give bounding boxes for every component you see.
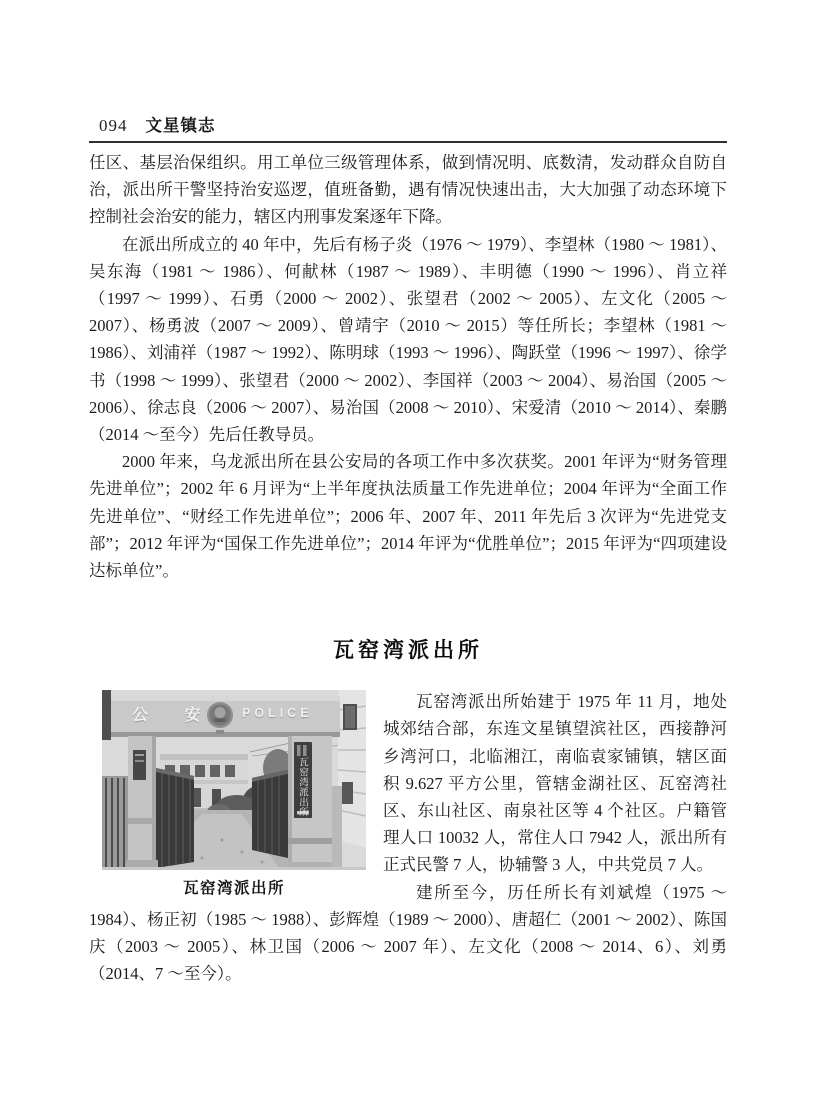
paragraph-awards: 2000 年来，乌龙派出所在县公安局的各项工作中多次获奖。2001 年评为“财务管理先进单位”；2002 年 6 月评为“上半年度执法质量工作先进单位；2004 年评为“全面工作先进单位”、“财经工作先进单位”；2006 年、2007 年、2011 年先后 3 次评为“先进党支部”；2012 年评为“国保工作先进单位”；2014 年评为“优胜单位”；2015 年评为“四项建设达标单位”。 bbox=[89, 452, 727, 581]
foreground bbox=[102, 867, 366, 870]
left-fence bbox=[102, 776, 128, 870]
body-text bbox=[89, 143, 727, 987]
page-number: 094 bbox=[99, 116, 128, 135]
page-content bbox=[89, 0, 727, 987]
paragraph-station-chiefs-history: 建所至今，历任所长有刘斌煌（1975 ～ 1984）、杨正初（1985 ～ 1988）、彭辉煌（1989 ～ 2000）、唐超仁（2001 ～ 2002）、陈国庆（2003 ～ 2005）、林卫国（2006 ～ 2007 年）、左文化（2008 ～ 2014、6）、刘勇（2014、7 ～至今）。 bbox=[89, 882, 727, 984]
photo-caption: 瓦窑湾派出所 bbox=[182, 880, 285, 898]
station-photo bbox=[102, 690, 366, 870]
paragraph-station-chiefs: 在派出所成立的 40 年中，先后有杨子炎（1976 ～ 1979）、李望林（1980 ～ 1981）、吴东海（1981 ～ 1986）、何献林（1987 ～ 1989）、丰明德（1990 ～ 1996）、肖立祥（1997 ～ 1999）、石勇（2000 ～ 2002）、张望君（2002 ～ 2005）、左文化（2005 ～ 2007）、杨勇波（2007 ～ 2009）、曾靖宇（2010 ～ 2015）等任所长；李望林（1981 ～ 1986）、刘浦祥（1987 ～ 1992）、陈明球（1993 ～ 1996）、陶跃堂（1996 ～ 1997）、徐学书（1998 ～ 1999）、张望君（2000 ～ 2002）、李国祥（2003 ～ 2004）、易治国（2005 ～ 2006）、徐志良（2006 ～ 2007）、易治国（2008 ～ 2010）、宋爱清（2010 ～ 2014）、秦鹏（2014 ～至今）先后任教导员。 bbox=[89, 234, 727, 445]
right-gate bbox=[252, 770, 288, 858]
station-sign-text: 瓦窑湾派出所 bbox=[297, 757, 308, 818]
left-gate bbox=[156, 768, 194, 868]
book-title: 文星镇志 bbox=[145, 117, 216, 135]
paragraph-continuation: 任区、基层治保组织。用工单位三级管理体系，做到情况明、底数清，发动群众自防自治，派出所干警坚持治安巡逻，值班备勤，遇有情况快速出击，大大加强了动态环境下控制社会治安的能力，辖区内刑事发案逐年下降。 bbox=[89, 153, 727, 227]
right-pillar bbox=[288, 736, 332, 870]
section-heading: 瓦窑湾派出所 bbox=[333, 639, 483, 663]
gate-label-police: POLICE bbox=[242, 706, 313, 721]
right-building bbox=[338, 690, 366, 848]
station-photo-figure bbox=[102, 690, 366, 898]
left-pillar bbox=[126, 736, 158, 870]
gate-label-gongan: 公 安 bbox=[132, 707, 217, 725]
page-header bbox=[89, 0, 727, 136]
paragraph-station-overview: 瓦窑湾派出所始建于 1975 年 11 月，地处城郊结合部，东连文星镇望滨社区，西接静河乡湾河口，北临湘江，南临袁家铺镇，辖区面积 9.627 平方公里，管辖金湖社区、瓦窑湾社区、东山社区、南泉社区等 4 个社区。户籍管理人口 10032 人，常住人口 7942 人，派出所有正式民警 7 人，协辅警 3 人，中共党员 7 人。 bbox=[383, 692, 727, 875]
section-body bbox=[89, 688, 727, 987]
